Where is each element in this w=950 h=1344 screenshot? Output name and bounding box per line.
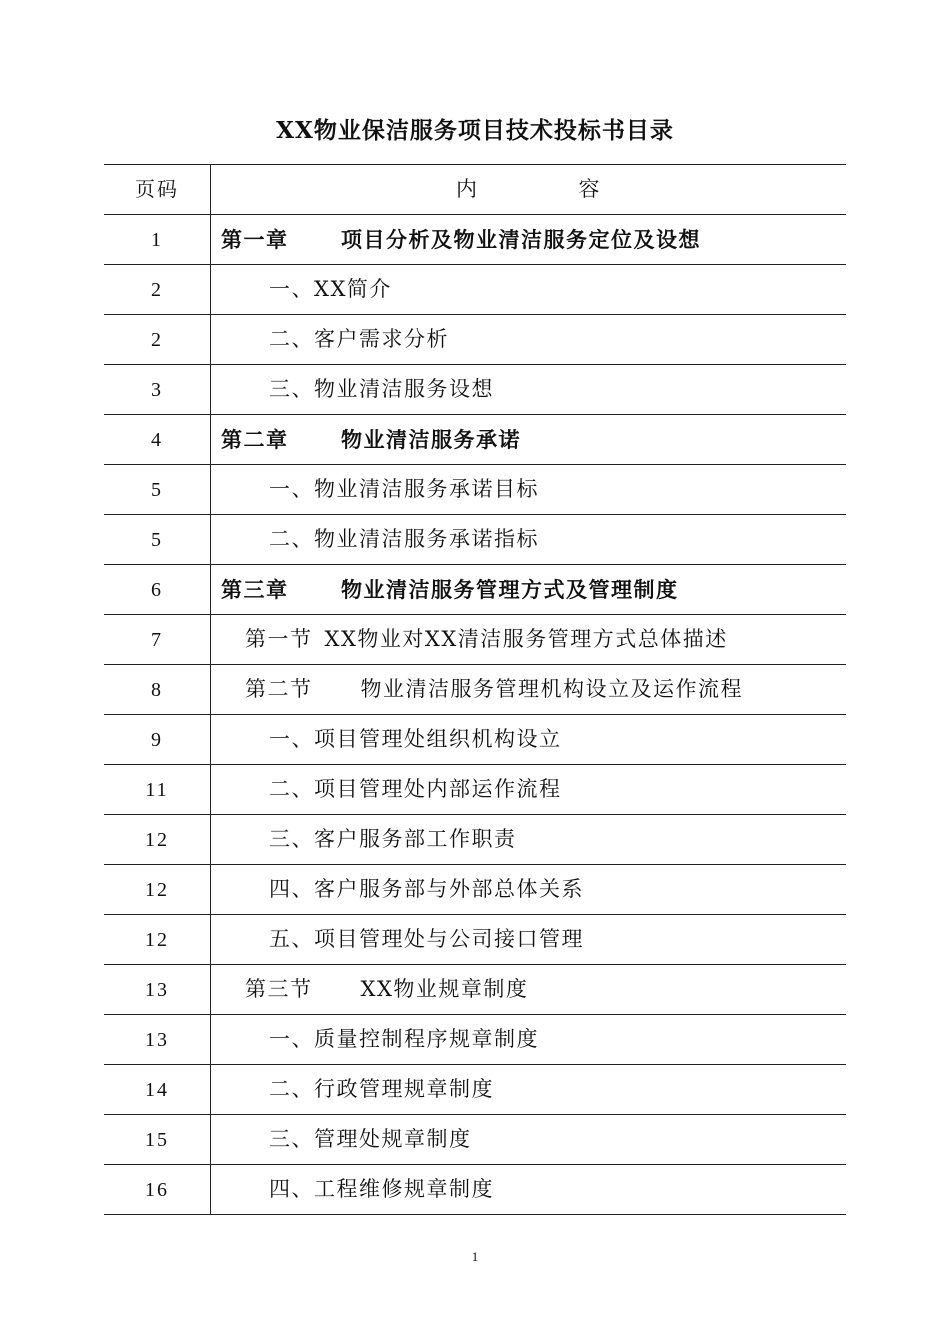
toc-row (104, 1165, 846, 1215)
page-number: 1 (471, 1249, 479, 1264)
chapter-label: 第一章 (221, 227, 289, 252)
toc-entry (211, 1165, 847, 1215)
toc-page-number: 2 (104, 315, 211, 365)
item-title: 三、客户服务部工作职责 (269, 827, 517, 851)
toc-page-number: 14 (104, 1065, 211, 1115)
toc-page-number: 12 (104, 815, 211, 865)
toc-page-number: 15 (104, 1115, 211, 1165)
item-title: 四、客户服务部与外部总体关系 (269, 877, 584, 901)
toc-row (104, 515, 846, 565)
toc-row (104, 1065, 846, 1115)
toc-entry (211, 565, 847, 615)
item-title: 二、项目管理处内部运作流程 (269, 777, 562, 801)
toc-page-number: 3 (104, 365, 211, 415)
toc-entry (211, 615, 847, 665)
toc-row (104, 865, 846, 915)
toc-page-number: 12 (104, 865, 211, 915)
toc-row (104, 915, 846, 965)
toc-entry (211, 815, 847, 865)
toc-page-number: 13 (104, 1015, 211, 1065)
item-title: 四、工程维修规章制度 (269, 1177, 494, 1201)
item-title: 一、质量控制程序规章制度 (269, 1027, 539, 1051)
toc-page-number: 12 (104, 915, 211, 965)
toc-row (104, 815, 846, 865)
toc-page-number: 6 (104, 565, 211, 615)
header-content-char-1: 内 (456, 177, 479, 201)
item-title: 一、物业清洁服务承诺目标 (269, 477, 539, 501)
item-title: 五、项目管理处与公司接口管理 (269, 927, 584, 951)
toc-page-number: 16 (104, 1165, 211, 1215)
document-title: XX物业保洁服务项目技术投标书目录 (276, 117, 674, 144)
toc-entry (211, 1065, 847, 1115)
toc-row (104, 465, 846, 515)
section-title: XX物业规章制度 (360, 977, 529, 1001)
section-label: 第一节 (245, 627, 313, 651)
toc-page-number: 9 (104, 715, 211, 765)
chapter-label: 第二章 (221, 427, 289, 452)
toc-entry (211, 1015, 847, 1065)
toc-page-number: 2 (104, 265, 211, 315)
item-title: 一、项目管理处组织机构设立 (269, 727, 562, 751)
chapter-title: 物业清洁服务管理方式及管理制度 (341, 577, 679, 602)
item-title: 二、物业清洁服务承诺指标 (269, 527, 539, 551)
item-title: 三、物业清洁服务设想 (269, 377, 494, 401)
toc-page-number: 5 (104, 465, 211, 515)
toc-entry (211, 465, 847, 515)
toc-page-number: 4 (104, 415, 211, 465)
toc-entry (211, 865, 847, 915)
toc-row (104, 615, 846, 665)
toc-page-number: 8 (104, 665, 211, 715)
toc-row (104, 765, 846, 815)
toc-entry (211, 215, 847, 265)
toc-row (104, 265, 846, 315)
item-title: 一、XX简介 (269, 277, 392, 301)
toc-page-number: 1 (104, 215, 211, 265)
item-title: 三、管理处规章制度 (269, 1127, 472, 1151)
chapter-title: 项目分析及物业清洁服务定位及设想 (341, 227, 701, 252)
section-title: XX物业对XX清洁服务管理方式总体描述 (324, 627, 728, 651)
toc-header-row (104, 165, 846, 215)
chapter-title: 物业清洁服务承诺 (341, 427, 521, 452)
toc-entry (211, 715, 847, 765)
toc-row (104, 965, 846, 1015)
toc-row (104, 415, 846, 465)
toc-entry (211, 1115, 847, 1165)
toc-row (104, 1015, 846, 1065)
toc-entry (211, 315, 847, 365)
toc-page-number: 5 (104, 515, 211, 565)
header-content-column (211, 165, 847, 215)
item-title: 二、行政管理规章制度 (269, 1077, 494, 1101)
section-label: 第二节 (245, 677, 313, 701)
toc-entry (211, 915, 847, 965)
toc-entry (211, 765, 847, 815)
toc-row (104, 315, 846, 365)
toc-entry (211, 665, 847, 715)
section-label: 第三节 (245, 977, 313, 1001)
toc-entry (211, 415, 847, 465)
toc-entry (211, 365, 847, 415)
toc-page-number: 7 (104, 615, 211, 665)
section-title: 物业清洁服务管理机构设立及运作流程 (360, 677, 743, 701)
toc-row (104, 715, 846, 765)
toc-row (104, 565, 846, 615)
toc-entry (211, 515, 847, 565)
item-title: 二、客户需求分析 (269, 327, 449, 351)
toc-entry (211, 265, 847, 315)
toc-row (104, 215, 846, 265)
toc-row (104, 665, 846, 715)
header-page-column: 页码 (104, 165, 211, 215)
toc-row (104, 1115, 846, 1165)
header-content-char-2: 容 (578, 177, 601, 201)
toc-page-number: 11 (104, 765, 211, 815)
toc-row (104, 365, 846, 415)
toc-table (104, 164, 846, 1215)
chapter-label: 第三章 (221, 577, 289, 602)
toc-page-number: 13 (104, 965, 211, 1015)
toc-entry (211, 965, 847, 1015)
